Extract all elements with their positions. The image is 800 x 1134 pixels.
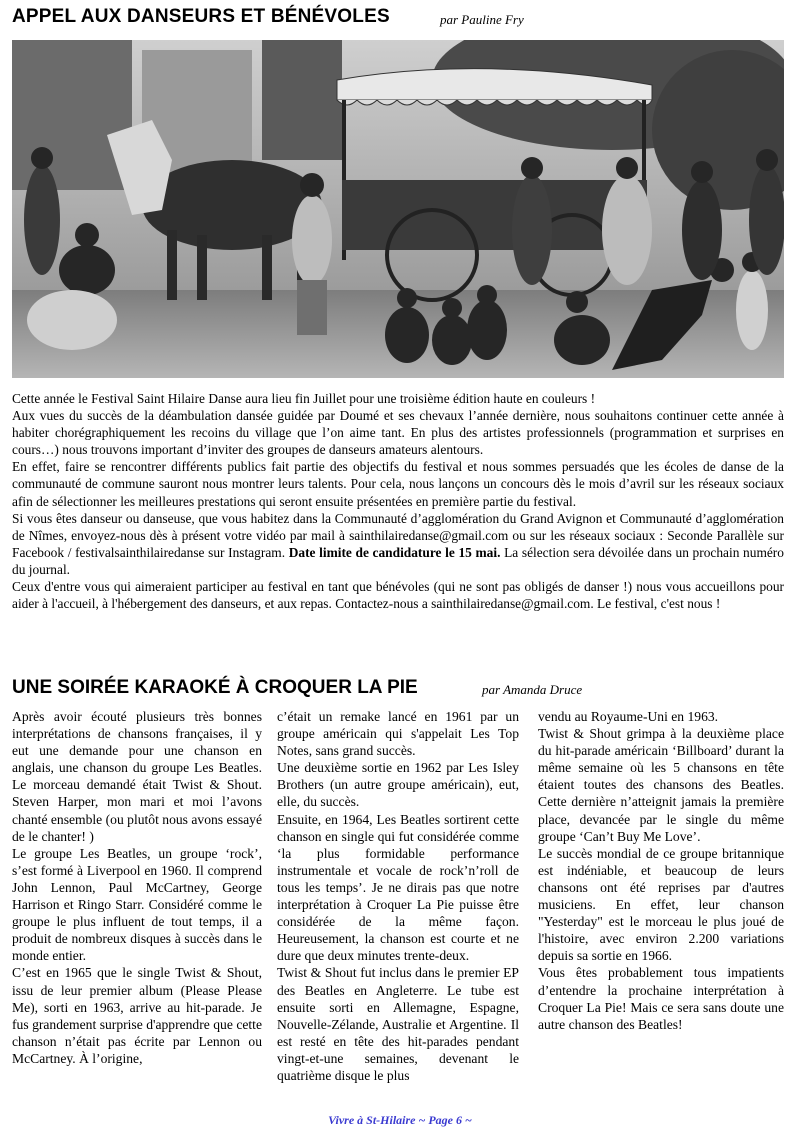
paragraph: Le succès mondial de ce groupe britannique est indéniable, et beaucoup de leurs chansons ont été reprises par d'autres musiciens. En effet, leur chanson "Yesterday" est le morceau le plus joué de l'histoire, avec environ 2.200 variations depuis sa sortie en 1966. bbox=[538, 845, 784, 964]
contact-text: Si vous êtes danseur ou danseuse, que vous habitez dans la Communauté d’agglomération du Grand Avignon et Communauté d’agglomération de Nîmes, envoyez-nous dès à présent votre vidéo par mail à sainthilairedanse@gmail.com ou sur les réseaux sociaux : Seconde Parallèle sur Facebook / festivalsainthilairedanse sur Instagram. bbox=[12, 510, 784, 560]
paragraph: Twist & Shout grimpa à la deuxième place du hit-parade américain ‘Billboard’ durant la même semaine où les 5 chansons en tête étaient toutes des chansons des Beatles. Cette dernière n’atteignit jamais la première place, devancée par le single du même groupe ‘Can’t Buy Me Love’. bbox=[538, 726, 784, 844]
paragraph: Aux vues du succès de la déambulation dansée guidée par Doumé et ses chevaux l’année dernière, nous souhaitons continuer cette année à habiter chorégraphiquement les recoins du village que l’on aime tant. En plus des artistes professionnels (programmation et surprises en cours…) nous trouvons important d’inviter des groupes de danseurs amateurs alentours. bbox=[12, 408, 784, 458]
paragraph-volunteers: Ceux d'entre vous qui aimeraient participer au festival en tant que bénévoles (qui ne sont pas obligés de danser !) nous vous accueillons pour aider à l'accueil, à l'hébergement des danseurs, et aux repas. Contactez-nous a sainthilairedanse@gmail.com. Le festival, c'est nous ! bbox=[12, 579, 784, 612]
article-title-dancers: APPEL AUX DANSEURS ET BÉNÉVOLES bbox=[12, 6, 390, 27]
paragraph: Cette année le Festival Saint Hilaire Danse aura lieu fin Juillet pour une troisième édition haute en couleurs ! bbox=[12, 391, 596, 406]
paragraph: C’est en 1965 que le single Twist & Shout, issu de leur premier album (Please Please Me), sorti en 1963, arrive au hit-parade. Je fus grandement surprise d'apprendre que cette chanson n’était pas écrite par Lennon ou McCartney. À l’origine, bbox=[12, 965, 262, 1066]
article-dancers-body bbox=[12, 390, 784, 612]
article-title-karaoke: UNE SOIRÉE KARAOKÉ À CROQUER LA PIE bbox=[12, 677, 418, 698]
article-column-3 bbox=[538, 708, 784, 1033]
paragraph: Vous êtes probablement tous impatients d’entendre la prochaine interprétation à Croquer La Pie! Mais ce sera sans doute une autre chanson des Beatles! bbox=[538, 965, 784, 1032]
page-footer: Vivre à St-Hilaire ~ Page 6 ~ bbox=[328, 1113, 472, 1127]
paragraph: Le groupe Les Beatles, un groupe ‘rock’, s’est formé à Liverpool en 1960. Il comprend John Lennon, Paul McCartney, George Harrison et Ringo Starr. Considéré comme le groupe le plus influent de tout temps, il a produit de nombreux disques à succès dans le monde entier. bbox=[12, 845, 262, 964]
paragraph: Twist & Shout fut inclus dans le premier EP des Beatles en Angleterre. Le tube est ensuite sorti en Allemagne, Espagne, Nouvelle-Zélande, Australie et Argentine. Il est resté en tête des hit-parades pendant vingt-et-une semaines, devenant le quatrième disque le plus bbox=[277, 965, 519, 1083]
paragraph-deadline bbox=[12, 510, 784, 578]
paragraph: Ensuite, en 1964, Les Beatles sortirent cette chanson en single qui fut considérée comme ‘la plus formidable performance instrumentale et vocale de rock’n’roll de tous les temps’. Je ne dirais pas que notre interprétation à Croquer La Pie puisse être considérée de la même façon. Heureusement, la chanson est courte et ne dure que deux minutes trente-deux. bbox=[277, 811, 519, 964]
festival-photo bbox=[12, 40, 784, 378]
deadline-text: Date limite de candidature le 15 mai. bbox=[288, 544, 501, 560]
article-byline-dancers: par Pauline Fry bbox=[440, 12, 524, 27]
paragraph: Une deuxième sortie en 1962 par Les Isley Brothers (un autre groupe américain), eut, elle, du succès. bbox=[277, 760, 519, 810]
article-column-1 bbox=[12, 708, 262, 1067]
paragraph: En effet, faire se rencontrer différents publics fait partie des objectifs du festival et nous sommes persuadés que les écoles de danse de la communauté de commune sauront nous montrer leurs talents. Pour cela, nous lançons un concours dès le mois d’avril sur les réseaux sociaux afin de sélectionner les meilleures prestations qui seront ensuite présentées en première partie du festival. bbox=[12, 459, 784, 509]
article-column-2 bbox=[277, 708, 519, 1084]
paragraph: c’était un remake lancé en 1961 par un groupe américain qui s'appelait Les Top Notes, sans grand succès. bbox=[277, 709, 519, 759]
article-byline-karaoke: par Amanda Druce bbox=[482, 682, 583, 697]
paragraph: vendu au Royaume-Uni en 1963. bbox=[538, 709, 719, 724]
paragraph: Après avoir écouté plusieurs très bonnes interprétations de chansons françaises, il y eut une demande pour une chanson en anglais, une chanson du groupe Les Beatles. Le morceau demandé était Twist & Shout. Steven Harper, mon mari et moi l’avons chanté ensemble (ou plutôt nous avons essayé de le chanter! ) bbox=[12, 709, 262, 844]
selection-text: La sélection sera dévoilée dans un prochain numéro du journal. bbox=[12, 544, 784, 577]
